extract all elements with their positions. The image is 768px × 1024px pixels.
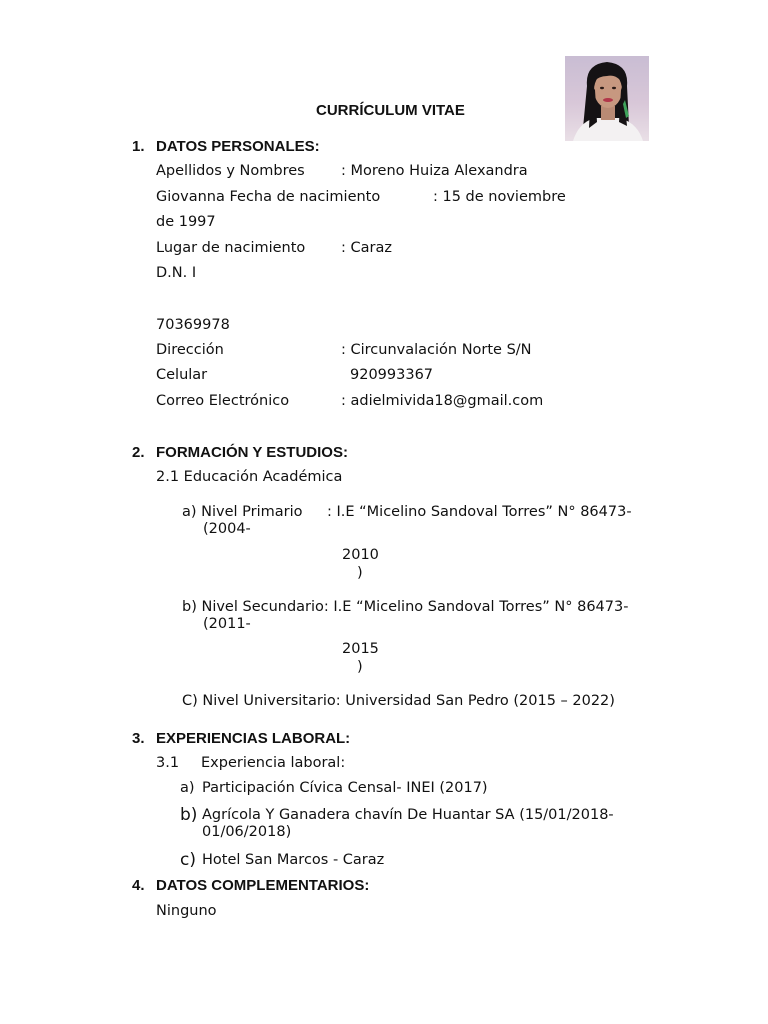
section-2-number: 2.	[132, 444, 145, 461]
email-label: Correo Electrónico	[156, 393, 290, 409]
birthplace-value: : Caraz	[341, 240, 392, 256]
education-subheading: 2.1 Educación Académica	[156, 469, 343, 485]
names-continuation-birthdate-label: Giovanna Fecha de nacimiento	[156, 189, 381, 205]
dni-value: 70369978	[156, 317, 230, 333]
experience-subheading: Experiencia laboral:	[201, 755, 346, 771]
portrait-photo	[565, 56, 649, 141]
section-4-title: DATOS COMPLEMENTARIOS:	[156, 877, 370, 894]
birthplace-label: Lugar de nacimiento	[156, 240, 306, 256]
experience-c-text: Hotel San Marcos - Caraz	[202, 852, 385, 868]
experience-subheading-number: 3.1	[156, 755, 180, 771]
experience-a-marker: a)	[180, 780, 195, 796]
secondary-level-close: )	[357, 659, 363, 675]
primary-level-start: (2004-	[203, 521, 251, 537]
section-2-title: FORMACIÓN Y ESTUDIOS:	[156, 444, 348, 461]
names-value: : Moreno Huiza Alexandra	[341, 163, 528, 179]
birthdate-value: : 15 de noviembre	[433, 189, 566, 205]
primary-level-school: : I.E “Micelino Sandoval Torres” N° 86473-	[327, 504, 632, 520]
email-value: : adielmivida18@gmail.com	[341, 393, 544, 409]
secondary-level-start: (2011-	[203, 616, 251, 632]
section-1-title: DATOS PERSONALES:	[156, 138, 320, 155]
section-1-number: 1.	[132, 138, 145, 155]
address-value: : Circunvalación Norte S/N	[341, 342, 532, 358]
experience-b-text-continuation: 01/06/2018)	[202, 824, 292, 840]
experience-b-marker: b)	[180, 805, 198, 825]
secondary-level-end: 2015	[342, 641, 379, 657]
phone-label: Celular	[156, 367, 208, 383]
experience-a-text: Participación Cívica Censal- INEI (2017)	[202, 780, 488, 796]
section-3-number: 3.	[132, 730, 145, 747]
primary-level-label: a) Nivel Primario	[182, 504, 303, 520]
complementary-value: Ninguno	[156, 903, 217, 919]
experience-b-text: Agrícola Y Ganadera chavín De Huantar SA (15/01/2018-	[202, 807, 614, 823]
document-title: CURRÍCULUM VITAE	[316, 102, 465, 119]
section-4-number: 4.	[132, 877, 145, 894]
secondary-level: b) Nivel Secundario: I.E “Micelino Sandoval Torres” N° 86473-	[182, 599, 629, 615]
primary-level-end: 2010	[342, 547, 379, 563]
primary-level-close: )	[357, 565, 363, 581]
university-level: C) Nivel Universitario: Universidad San Pedro (2015 – 2022)	[182, 693, 615, 709]
section-3-title: EXPERIENCIAS LABORAL:	[156, 730, 351, 747]
experience-c-marker: c)	[180, 850, 196, 870]
birthdate-continuation: de 1997	[156, 214, 216, 230]
phone-value: 920993367	[350, 367, 434, 383]
dni-label: D.N. I	[156, 265, 197, 281]
address-label: Dirección	[156, 342, 224, 358]
names-label: Apellidos y Nombres	[156, 163, 305, 179]
